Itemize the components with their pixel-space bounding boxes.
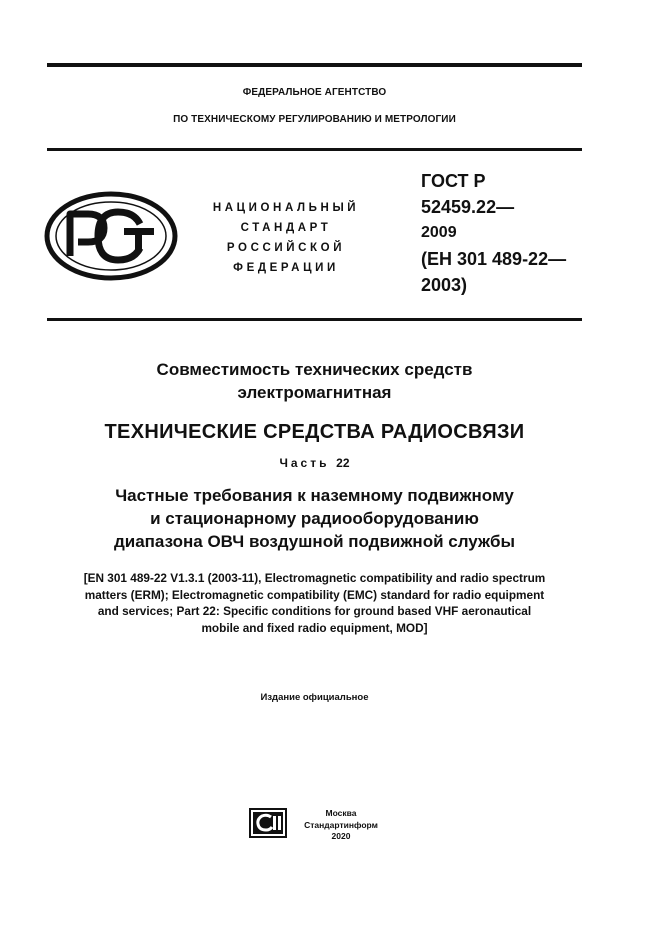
designation-line-2: 52459.22— [421, 197, 515, 217]
national-standard-label [196, 198, 376, 278]
edition-label: Издание официальное [260, 692, 369, 703]
standard-designation [421, 168, 591, 298]
reference-line-3: and services; Part 22: Specific conditions for ground based VHF aeronautical [97, 604, 532, 618]
designation-line-4: (ЕН 301 489-22— [421, 249, 567, 269]
publisher-name: Стандартинформ [304, 819, 378, 830]
subtitle-line-2: и стационарному радиооборудованию [150, 509, 479, 528]
national-standard-line-1: НАЦИОНАЛЬНЫЙ [212, 202, 360, 214]
reference-line-1: [EN 301 489-22 V1.3.1 (2003-11), Electromagnetic compatibility and radio spectrum [83, 571, 546, 585]
standartinform-logo-icon [249, 808, 287, 838]
subtitle-line-3: диапазона ОВЧ воздушной подвижной службы [113, 532, 516, 551]
publisher-year: 2020 [331, 831, 351, 841]
title-block [47, 358, 582, 404]
main-title: ТЕХНИЧЕСКИЕ СРЕДСТВА РАДИОСВЯЗИ [104, 421, 525, 443]
part-number: 22 [336, 456, 350, 470]
top-rule [47, 63, 582, 67]
part-word: Часть [279, 456, 330, 470]
designation-line-1: ГОСТ Р [421, 171, 486, 191]
title-line-1: Совместимость технических средств [156, 360, 473, 379]
national-standard-line-3: РОССИЙСКОЙ [226, 242, 346, 254]
national-standard-line-2: СТАНДАРТ [240, 222, 332, 234]
designation-line-3: 2009 [421, 224, 457, 241]
part-label [47, 456, 582, 470]
designation-line-5: 2003) [421, 275, 468, 295]
national-standard-line-4: ФЕДЕРАЦИИ [233, 262, 339, 274]
agency-line-2: ПО ТЕХНИЧЕСКОМУ РЕГУЛИРОВАНИЮ И МЕТРОЛОГИИ [173, 114, 456, 125]
subtitle-line-1: Частные требования к наземному подвижному [115, 486, 514, 505]
reference-line-4: mobile and fixed radio equipment, MOD] [201, 620, 428, 635]
agency-line-1: ФЕДЕРАЛЬНОЕ АГЕНТСТВО [242, 87, 387, 98]
reference-line-2: matters (ERM); Electromagnetic compatibility (EMC) standard for radio equipment [84, 587, 545, 602]
reference-block [47, 570, 582, 636]
title-rule [47, 318, 582, 321]
header-rule [47, 148, 582, 151]
publisher-city: Москва [325, 808, 357, 818]
subtitle-block [47, 484, 582, 553]
publisher-block [296, 808, 386, 843]
title-line-2: электромагнитная [237, 383, 392, 402]
rst-logo-icon [44, 190, 178, 282]
